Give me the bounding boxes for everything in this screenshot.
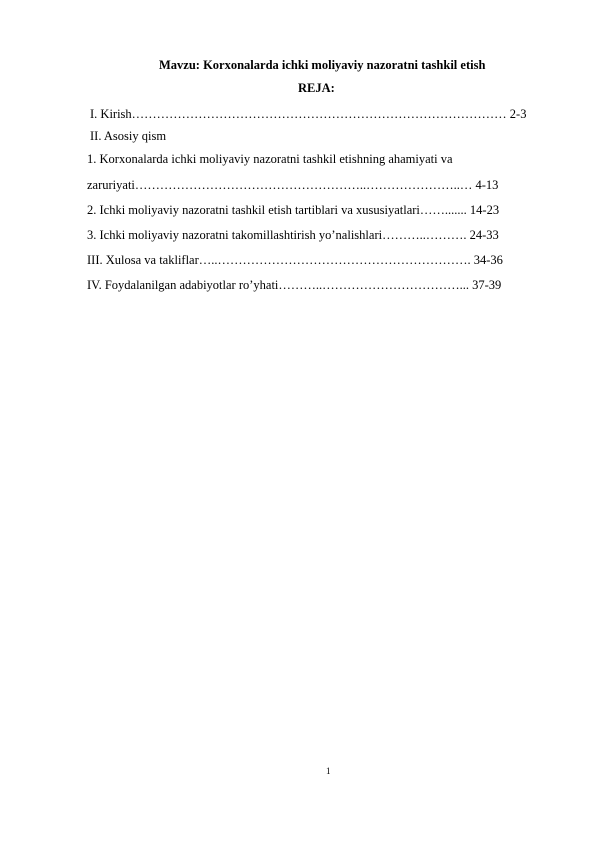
toc-entry-section-2: 2. Ichki moliyaviy nazoratni tashkil etish tartiblari va xususiyatlari……....... 14-23 xyxy=(87,203,500,217)
toc-entry-references: IV. Foydalanilgan adabiyotlar ro’yhati………..……………………………... 37-39 xyxy=(87,278,502,292)
plan-heading: REJA: xyxy=(298,81,335,95)
toc-entry-introduction: I. Kirish……………………………………………………………………………… 2-3 xyxy=(90,107,527,121)
page-number: 1 xyxy=(326,766,331,776)
toc-entry-conclusion: III. Xulosa va takliflar…..……………………………………………………. 34-36 xyxy=(87,253,503,267)
toc-entry-section-3: 3. Ichki moliyaviy nazoratni takomillashtirish yo’nalishlari………..………. 24-33 xyxy=(87,228,499,242)
toc-entry-main-part: II. Asosiy qism xyxy=(90,129,167,143)
document-title: Mavzu: Korxonalarda ichki moliyaviy nazoratni tashkil etish xyxy=(159,58,486,72)
toc-entry-section-1-line-1: 1. Korxonalarda ichki moliyaviy nazoratni tashkil etishning ahamiyati va xyxy=(87,152,453,166)
toc-entry-section-1-line-2: zaruriyati………………………………………………..…………………..… 4-13 xyxy=(87,178,499,192)
